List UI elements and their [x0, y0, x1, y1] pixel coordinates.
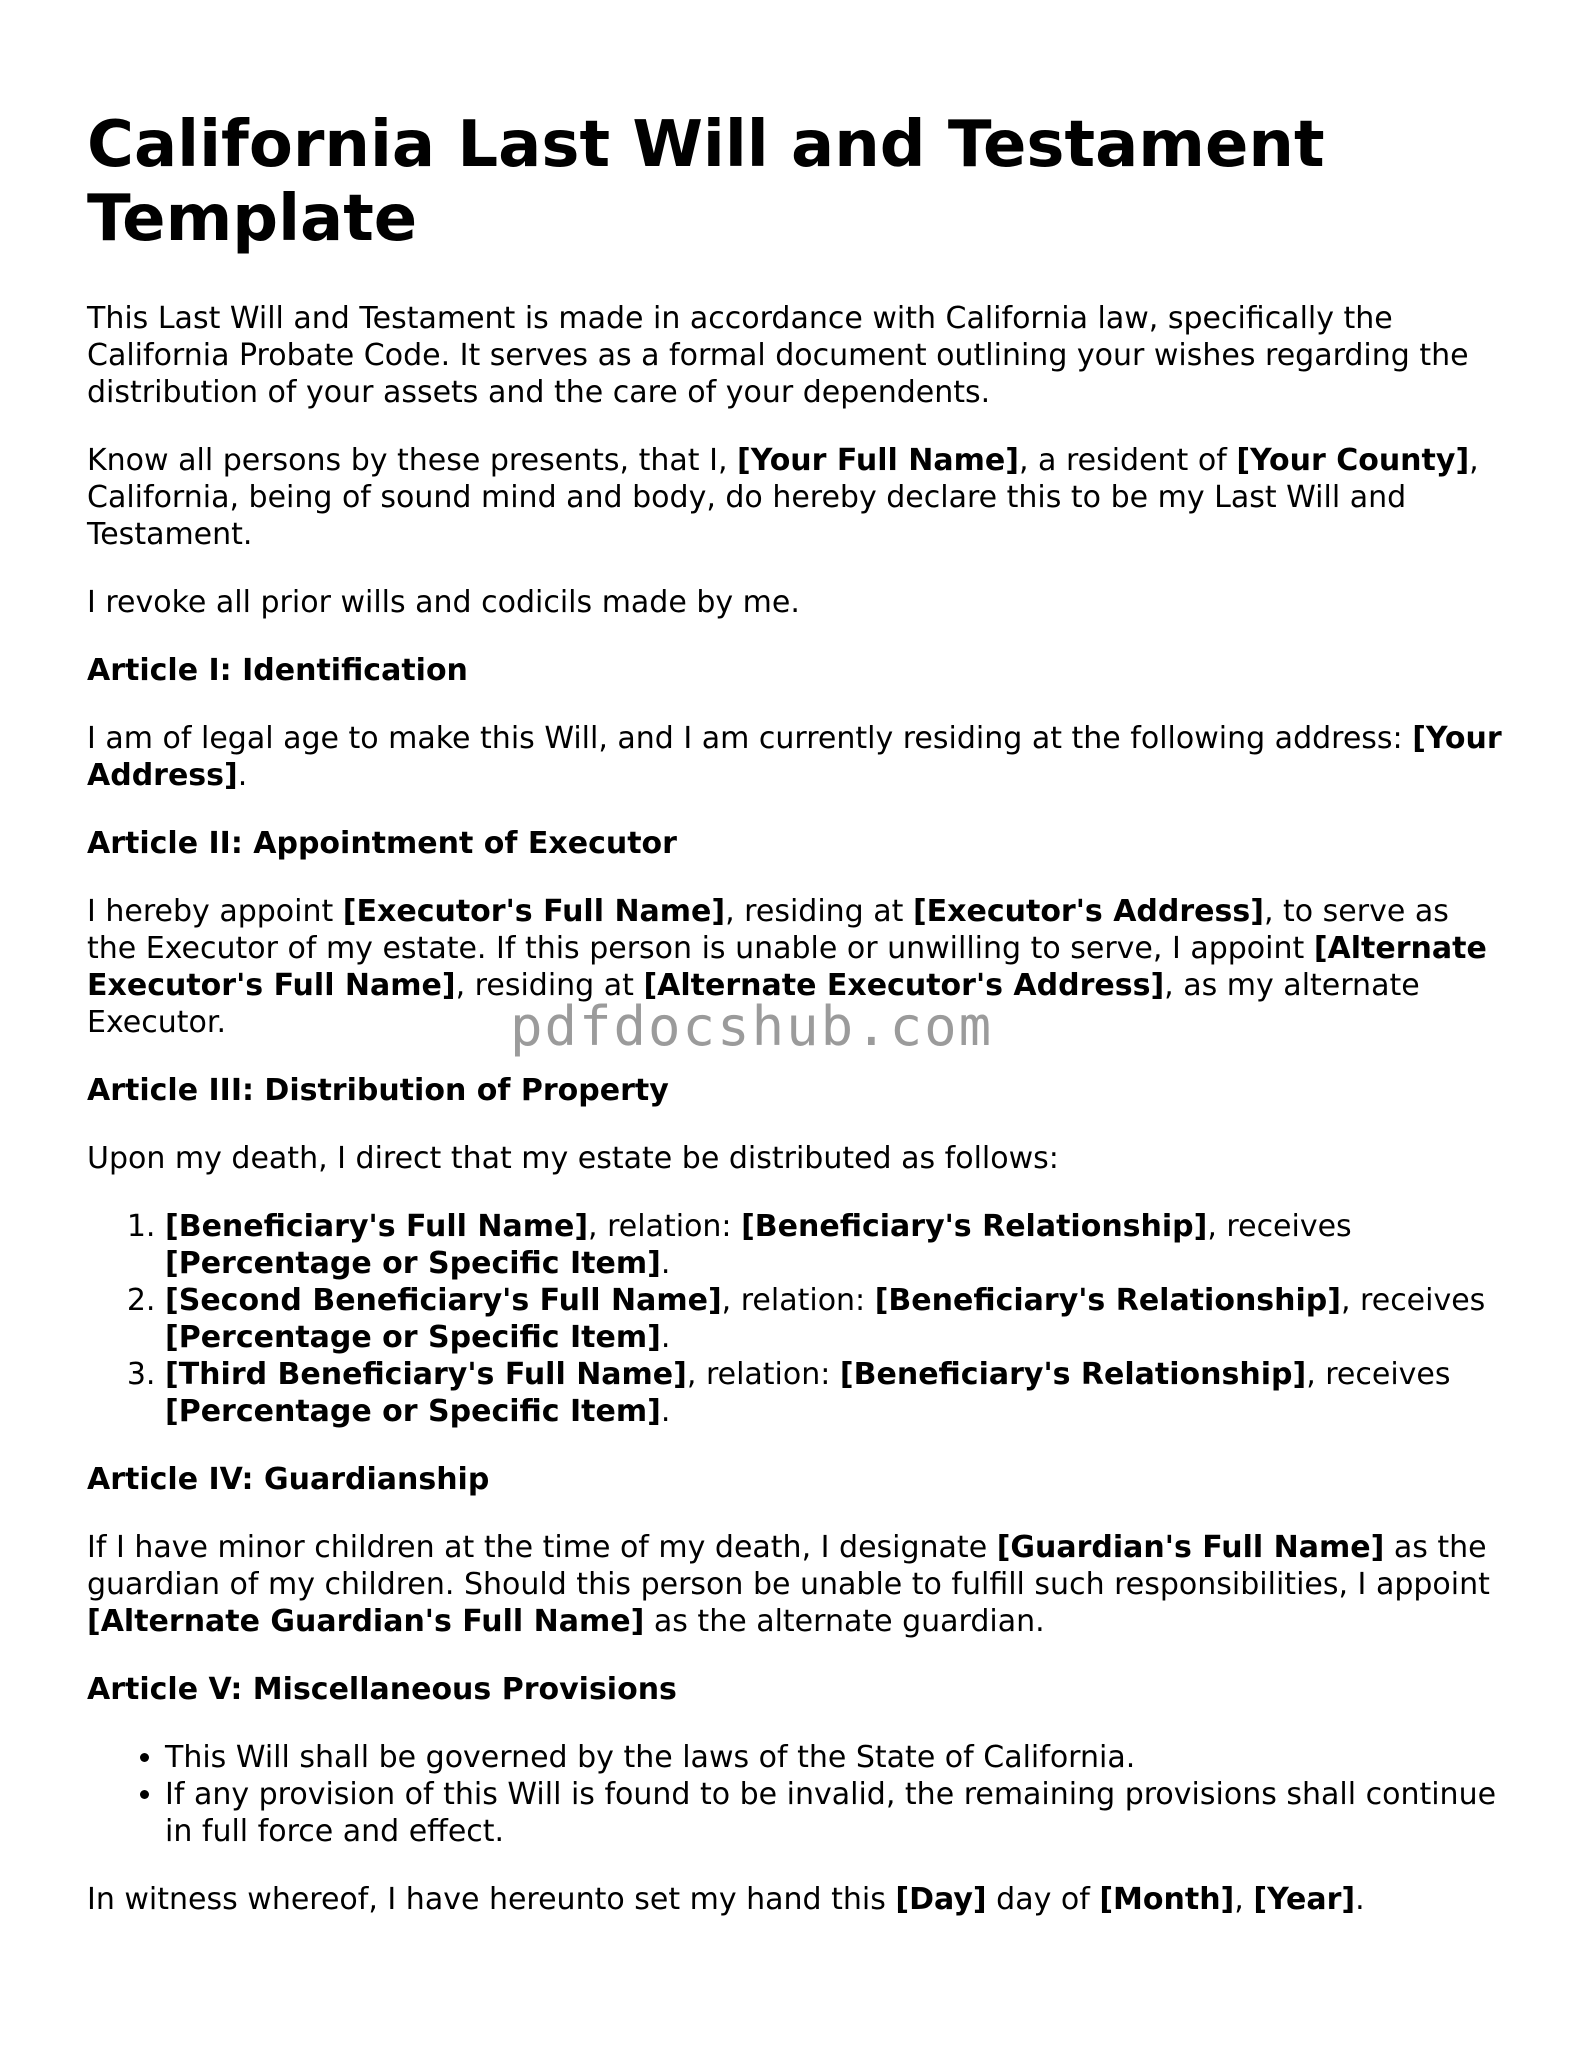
witness-paragraph: In witness whereof, I have hereunto set my hand this [Day] day of [Month], [Year].	[87, 1882, 1365, 1917]
list-item: 3. [Third Beneficiary's Full Name], relation: [Beneficiary's Relationship], receives [Percentage or Specific Item].	[165, 1356, 1507, 1430]
provisions-list	[87, 1739, 1507, 1850]
beneficiary-list	[87, 1208, 1507, 1430]
article-4-heading: Article IV: Guardianship	[87, 1462, 490, 1497]
placeholder-day: [Day]	[895, 1882, 987, 1917]
placeholder-month: [Month]	[1099, 1882, 1235, 1917]
placeholder-your-county: [Your County]	[1236, 443, 1470, 478]
placeholder-guardian-name: [Guardian's Full Name]	[996, 1530, 1385, 1565]
article-1-heading: Article I: Identification	[87, 653, 468, 688]
intro-paragraph: This Last Will and Testament is made in accordance with California law, specifically the California Probate Code. It serves as a formal document outlining your wishes regarding the distribution of your assets and the care of your dependents.	[87, 301, 1469, 410]
article-3-heading: Article III: Distribution of Property	[87, 1073, 669, 1108]
revoke-paragraph: I revoke all prior wills and codicils made by me.	[87, 585, 800, 620]
list-item: 1. [Beneficiary's Full Name], relation: [Beneficiary's Relationship], receives [Percentage or Specific Item].	[165, 1208, 1507, 1282]
document-title: California Last Will and Testament Template	[87, 108, 1325, 256]
article-2-text: I hereby appoint [Executor's Full Name], residing at [Executor's Address], to serve as the Executor of my estate. If this person is unable or unwilling to serve, I appoint [Alternate Executor's Full Name], residing at [Alternate Executor's Address], as my alternate Executor.	[87, 894, 1487, 1040]
placeholder-your-address: [Your Address]	[87, 721, 1502, 793]
placeholder-alternate-executor-name: [Alternate Executor's Full Name]	[87, 931, 1487, 1003]
placeholder-executor-name: [Executor's Full Name]	[342, 894, 726, 929]
list-item: • If any provision of this Will is found to be invalid, the remaining provisions shall continue in full force and effect.	[165, 1776, 1507, 1850]
placeholder-alternate-guardian-name: [Alternate Guardian's Full Name]	[87, 1604, 645, 1639]
article-2-heading: Article II: Appointment of Executor	[87, 826, 677, 861]
watermark: pdfdocshub.com	[510, 995, 994, 1058]
list-item: 2. [Second Beneficiary's Full Name], relation: [Beneficiary's Relationship], receives [Percentage or Specific Item].	[165, 1282, 1507, 1356]
declaration-paragraph: Know all persons by these presents, that I, [Your Full Name], a resident of [Your County], California, being of sound mind and body, do hereby declare this to be my Last Will and Testament.	[87, 443, 1479, 552]
article-5-heading: Article V: Miscellaneous Provisions	[87, 1672, 677, 1707]
article-4-text: If I have minor children at the time of my death, I designate [Guardian's Full Name] as the guardian of my children. Should this person be unable to fulfill such responsibilities, I appoint [Alternate Guardian's Full Name] as the alternate guardian.	[87, 1530, 1490, 1639]
article-3-intro: Upon my death, I direct that my estate be distributed as follows:	[87, 1141, 1059, 1176]
placeholder-executor-address: [Executor's Address]	[912, 894, 1264, 929]
placeholder-alternate-executor-address: [Alternate Executor's Address]	[643, 968, 1165, 1003]
article-1-text: I am of legal age to make this Will, and I am currently residing at the following address: [Your Address].	[87, 721, 1502, 793]
list-item: • This Will shall be governed by the laws of the State of California.	[165, 1739, 1507, 1776]
placeholder-year: [Year]	[1253, 1882, 1356, 1917]
placeholder-your-full-name: [Your Full Name]	[737, 443, 1019, 478]
